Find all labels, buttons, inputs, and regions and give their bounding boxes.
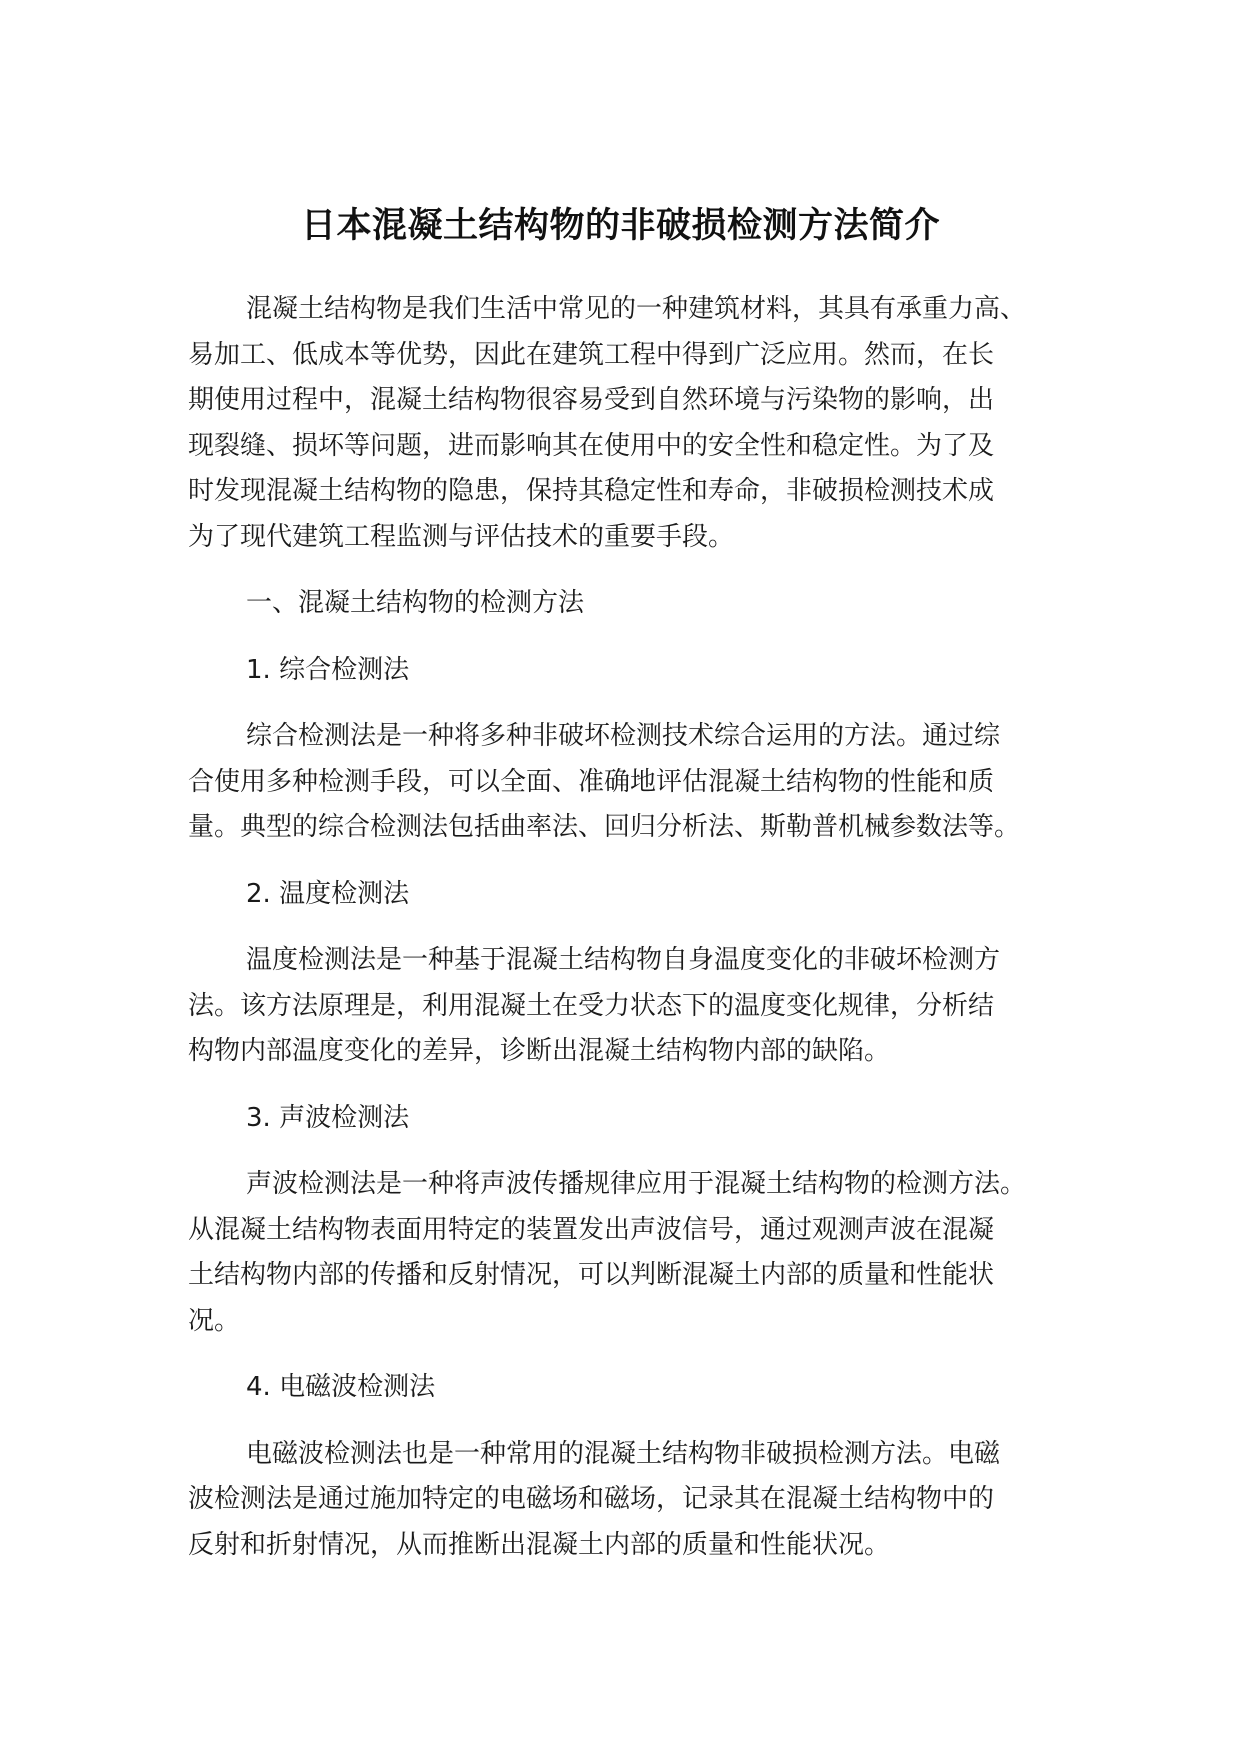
method-heading-electromagnetic: 4. 电磁波检测法	[246, 1372, 436, 1402]
paragraph-line: 构物内部温度变化的差异，诊断出混凝土结构物内部的缺陷。	[188, 1036, 891, 1066]
intro-line: 期使用过程中，混凝土结构物很容易受到自然环境与污染物的影响，出	[188, 385, 995, 415]
method-paragraph-electromagnetic	[188, 1432, 1088, 1569]
paragraph-line: 况。	[188, 1305, 241, 1336]
paragraph-line: 从混凝土结构物表面用特定的装置发出声波信号，通过观测声波在混凝	[188, 1214, 995, 1245]
paragraph-line: 土结构物内部的传播和反射情况，可以判断混凝土内部的质量和性能状	[188, 1260, 995, 1290]
document-title: 日本混凝土结构物的非破损检测方法简介	[300, 206, 940, 247]
document-body	[188, 287, 1088, 1568]
paragraph-line: 综合检测法是一种将多种非破坏检测技术综合运用的方法。通过综	[246, 721, 1001, 751]
method-paragraph-temperature	[188, 938, 1088, 1075]
intro-paragraph	[188, 287, 1088, 560]
paragraph-line: 电磁波检测法也是一种常用的混凝土结构物非破损检测方法。电磁	[246, 1438, 1001, 1469]
intro-line: 混凝土结构物是我们生活中常见的一种建筑材料，其具有承重力高、	[246, 294, 1027, 324]
paragraph-line: 波检测法是通过施加特定的电磁场和磁场，记录其在混凝土结构物中的	[188, 1484, 995, 1514]
paragraph-line: 反射和折射情况，从而推断出混凝土内部的质量和性能状况。	[188, 1529, 891, 1560]
method-paragraph-comprehensive	[188, 714, 1088, 851]
paragraph-line: 量。典型的综合检测法包括曲率法、回归分析法、斯勒普机械参数法等。	[188, 812, 1021, 842]
intro-line: 时发现混凝土结构物的隐患，保持其稳定性和寿命，非破损检测技术成	[188, 476, 995, 506]
intro-line: 现裂缝、损坏等问题，进而影响其在使用中的安全性和稳定性。为了及	[188, 430, 995, 461]
method-heading-comprehensive: 1. 综合检测法	[246, 654, 410, 685]
intro-line: 易加工、低成本等优势，因此在建筑工程中得到广泛应用。然而，在长	[188, 339, 995, 370]
intro-line: 为了现代建筑工程监测与评估技术的重要手段。	[188, 521, 735, 552]
method-heading-temperature: 2. 温度检测法	[246, 878, 410, 909]
paragraph-line: 声波检测法是一种将声波传播规律应用于混凝土结构物的检测方法。	[246, 1169, 1027, 1199]
method-paragraph-acoustic	[188, 1162, 1088, 1344]
paragraph-line: 法。该方法原理是，利用混凝土在受力状态下的温度变化规律，分析结	[188, 990, 995, 1021]
method-heading-acoustic: 3. 声波检测法	[246, 1102, 410, 1133]
section-heading: 一、混凝土结构物的检测方法	[246, 588, 585, 618]
paragraph-line: 温度检测法是一种基于混凝土结构物自身温度变化的非破坏检测方	[246, 945, 1001, 975]
paragraph-line: 合使用多种检测手段，可以全面、准确地评估混凝土结构物的性能和质	[188, 766, 995, 797]
